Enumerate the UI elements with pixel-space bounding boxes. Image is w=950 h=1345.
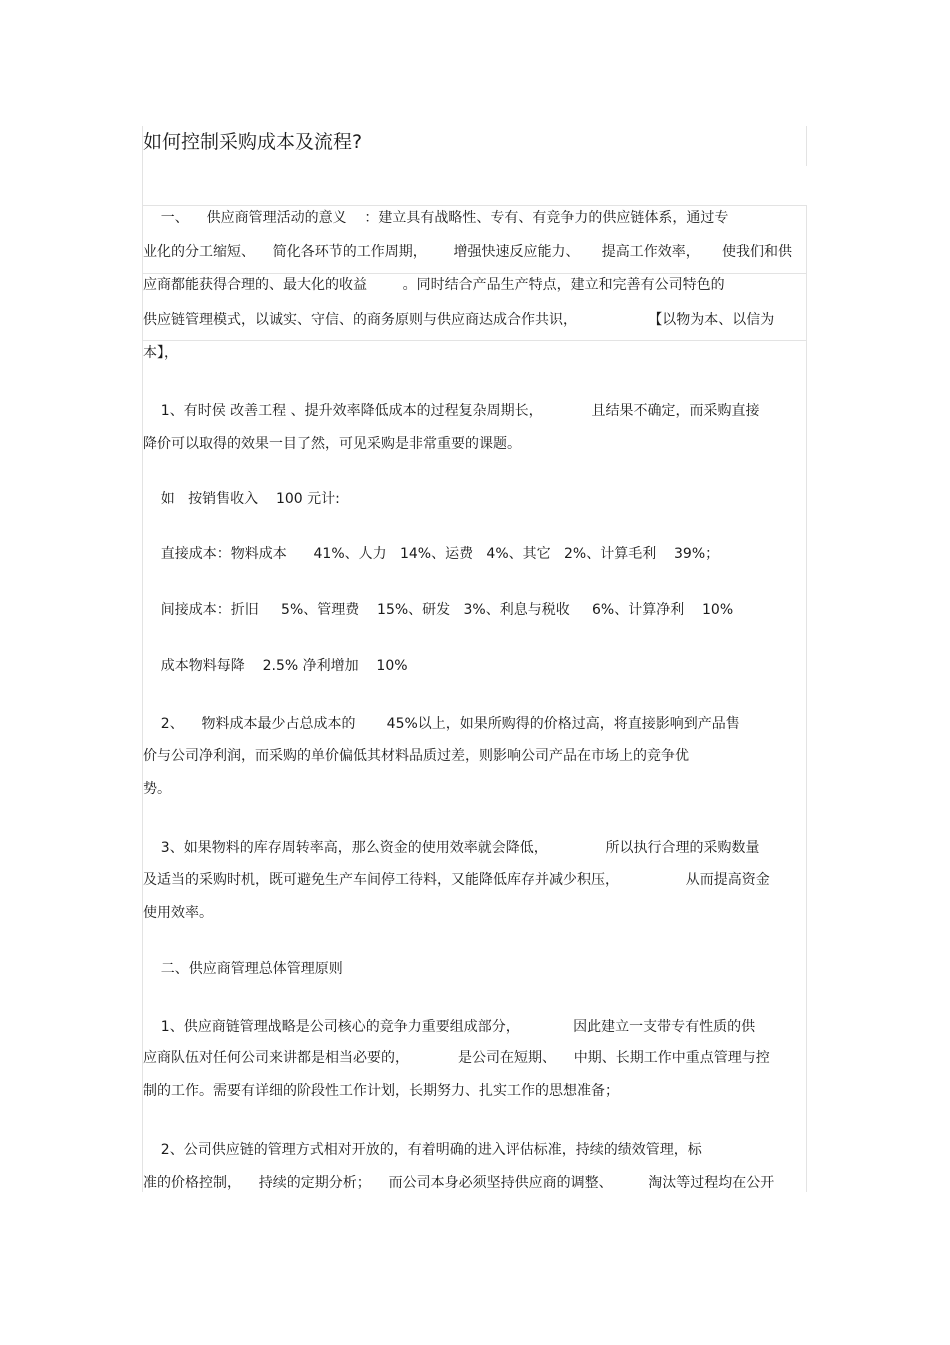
paragraph-line: 2、 物料成本最少占总成本的 45%以上，如果所购得的价格过高，将直接影响到产品售 bbox=[143, 716, 740, 732]
paragraph-line: 准的价格控制， 持续的定期分析； 而公司本身必须坚持供应商的调整、 淘汰等过程均在公开 bbox=[143, 1175, 775, 1191]
paragraph-line: 应商都能获得合理的、最大化的收益 。同时结合产品生产特点，建立和完善有公司特色的 bbox=[143, 277, 725, 293]
paragraph-line: 间接成本：折旧 5%、管理费 15%、研发 3%、利息与税收 6%、计算净利 10% bbox=[143, 602, 734, 618]
paragraph-line: 降价可以取得的效果一目了然，可见采购是非常重要的课题。 bbox=[143, 436, 521, 452]
document-title: 如何控制采购成本及流程? bbox=[143, 131, 363, 153]
paragraph-line: 本】， bbox=[143, 345, 178, 361]
paragraph-line: 2、公司供应链的管理方式相对开放的，有着明确的进入评估标准，持续的绩效管理，标 bbox=[143, 1142, 702, 1158]
paragraph-line: 应商队伍对任何公司来讲都是相当必要的， 是公司在短期、 中期、长期工作中重点管理与控 bbox=[143, 1050, 770, 1066]
paragraph-line: 1、有时侯 改善工程 、提升效率降低成本的过程复杂周期长， 且结果不确定，而采购直接 bbox=[143, 403, 760, 419]
section-top-rule bbox=[142, 205, 807, 206]
page-right-rule bbox=[806, 126, 807, 166]
paragraph-line: 势。 bbox=[143, 781, 171, 797]
paragraph-line: 1、供应商链管理战略是公司核心的竞争力重要组成部分， 因此建立一支带专有性质的供 bbox=[143, 1019, 756, 1035]
paragraph-line: 直接成本：物料成本 41%、人力 14%、运费 4%、其它 2%、计算毛利 39%； bbox=[143, 546, 720, 562]
paragraph-line: 成本物料每降 2.5% 净利增加 10% bbox=[143, 658, 408, 674]
paragraph-line: 如 按销售收入 100 元计: bbox=[143, 491, 340, 507]
paragraph-line: 业化的分工缩短、 简化各环节的工作周期， 增强快速反应能力、 提高工作效率， 使我们和供 bbox=[143, 244, 793, 260]
line-rule bbox=[142, 340, 807, 341]
paragraph-line: 价与公司净利润，而采购的单价偏低其材料品质过差，则影响公司产品在市场上的竞争优 bbox=[143, 748, 689, 764]
page-right-rule bbox=[806, 205, 807, 1192]
paragraph-line: 3、如果物料的库存周转率高，那么资金的使用效率就会降低， 所以执行合理的采购数量 bbox=[143, 840, 760, 856]
paragraph-line: 制的工作。需要有详细的阶段性工作计划，长期努力、扎实工作的思想准备； bbox=[143, 1083, 619, 1099]
paragraph-line: 及适当的采购时机，既可避免生产车间停工待料，又能降低库存并减少积压， 从而提高资金 bbox=[143, 872, 770, 888]
line-rule bbox=[142, 273, 807, 274]
paragraph-line: 使用效率。 bbox=[143, 905, 213, 921]
paragraph-line: 一、 供应商管理活动的意义 ：建立具有战略性、专有、有竞争力的供应链体系，通过专 bbox=[143, 210, 729, 226]
paragraph-line: 供应链管理模式，以诚实、守信、的商务原则与供应商达成合作共识， 【以物为本、以信为 bbox=[143, 312, 775, 328]
section-heading: 二、供应商管理总体管理原则 bbox=[143, 961, 343, 977]
